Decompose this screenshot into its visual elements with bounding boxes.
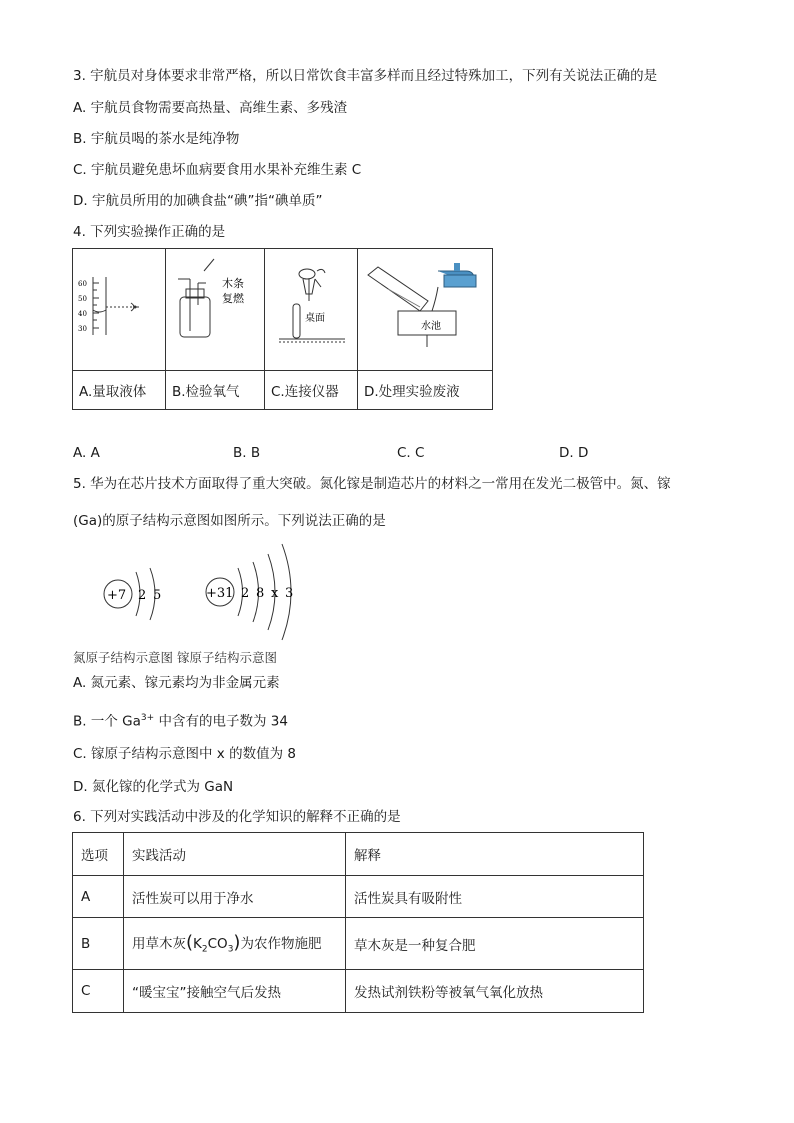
graduated-cylinder-figure — [73, 249, 165, 366]
ga-symbol: (Ga) — [73, 513, 103, 529]
faucet-sink-figure — [358, 249, 492, 366]
header-option: 选项 — [73, 833, 124, 876]
n-nucleus-charge: +7 — [107, 588, 127, 603]
q3-option-c: C. 宇航员避免患坏血病要食用水果补充维生素 C — [73, 162, 362, 178]
q5-stem-line1: 5. 华为在芯片技术方面取得了重大突破。氮化镓是制造芯片的材料之一常用在发光二极管中。氮、镓 — [73, 476, 671, 492]
table-row — [73, 970, 644, 1013]
q6-table — [72, 832, 644, 1013]
panel-a-figure — [73, 249, 166, 371]
scale-30: 30 — [78, 325, 87, 333]
q3-stem: 3. 宇航员对身体要求非常严格，所以日常饮食丰富多样而且经过特殊加工，下列有关说法正确的是 — [73, 68, 658, 84]
panel-b-label: B.检验氧气 — [166, 371, 265, 410]
q3-option-d: D. 宇航员所用的加碘食盐“碘”指“碘单质” — [73, 193, 323, 209]
row-c-explain: 发热试剂铁粉等被氧气氧化放热 — [346, 970, 644, 1013]
ga-charge: 3+ — [140, 713, 155, 723]
header-explain: 解释 — [346, 833, 644, 876]
row-a-explain: 活性炭具有吸附性 — [346, 876, 644, 918]
ga-nucleus-charge: +31 — [206, 586, 234, 601]
note-zhuomian: 桌面 — [305, 313, 325, 324]
test-tube-figure — [265, 249, 357, 366]
scale-50: 50 — [78, 295, 87, 303]
scale-60: 60 — [78, 280, 87, 288]
q4-choice-c: C. C — [397, 445, 425, 461]
panel-d-figure — [358, 249, 493, 371]
q5-option-d: D. 氮化镓的化学式为 GaN — [73, 779, 234, 795]
q5-option-a: A. 氮元素、镓元素均为非金属元素 — [73, 675, 280, 691]
panel-a-label: A.量取液体 — [73, 371, 166, 410]
note-mutiao: 木条 — [222, 277, 244, 290]
table-row — [73, 918, 644, 970]
atomic-diagram-caption: 氮原子结构示意图 镓原子结构示意图 — [73, 650, 277, 665]
ga-shell-4: 3 — [285, 586, 294, 601]
q4-experiment-table — [72, 248, 493, 410]
ga-shell-2: 8 — [256, 586, 265, 601]
gas-bottle-figure — [166, 249, 264, 366]
q4-choice-b: B. B — [233, 445, 261, 461]
q4-choice-a: A. A — [73, 445, 100, 461]
row-a-activity: 活性炭可以用于净水 — [124, 876, 346, 918]
note-shuichi: 水池 — [421, 321, 441, 332]
q6-stem: 6. 下列对实践活动中涉及的化学知识的解释不正确的是 — [73, 809, 401, 825]
q5-option-c: C. 镓原子结构示意图中 x 的数值为 8 — [73, 746, 296, 762]
note-fuyan: 复燃 — [222, 292, 244, 305]
row-b-explain: 草木灰是一种复合肥 — [346, 918, 644, 970]
q3-option-b: B. 宇航员喝的茶水是纯净物 — [73, 131, 240, 147]
ga-shell-1: 2 — [241, 586, 250, 601]
panel-b-figure — [166, 249, 265, 371]
row-b-option: B — [73, 918, 124, 970]
atomic-structure-diagrams — [98, 540, 308, 644]
q5-stem-line2: (Ga)的原子结构示意图如图所示。下列说法正确的是 — [73, 513, 386, 529]
q5-option-b: B. 一个 $Ga^{3+}$ 中含有的电子数为 34 — [73, 713, 288, 730]
n-shell-2: 5 — [153, 588, 162, 603]
panel-d-label: D.处理实验废液 — [358, 371, 493, 410]
row-a-option: A — [73, 876, 124, 918]
q4-stem: 4. 下列实验操作正确的是 — [73, 224, 226, 240]
row-c-option: C — [73, 970, 124, 1013]
n-shell-1: 2 — [138, 588, 147, 603]
panel-c-label: C.连接仪器 — [265, 371, 358, 410]
row-c-activity: “暖宝宝”接触空气后发热 — [124, 970, 346, 1013]
header-activity: 实践活动 — [124, 833, 346, 876]
q3-option-a: A. 宇航员食物需要高热量、高维生素、多残渣 — [73, 100, 348, 116]
q4-choice-d: D. D — [559, 445, 589, 461]
table-row — [73, 876, 644, 918]
ga-shell-3: x — [271, 586, 279, 601]
panel-c-figure — [265, 249, 358, 371]
scale-40: 40 — [78, 310, 87, 318]
row-b-activity: 用草木灰$(K_2CO_3)$为农作物施肥 — [124, 918, 346, 970]
